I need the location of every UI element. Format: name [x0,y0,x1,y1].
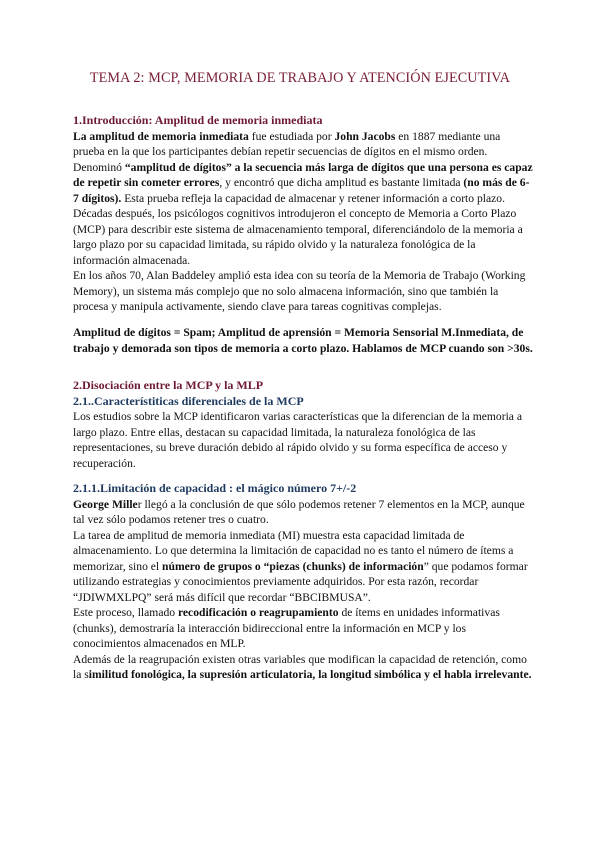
bold-text: La amplitud de memoria inmediata [73,129,249,143]
text: r llegó a la conclusión de que sólo podemos retener 7 elementos en la MCP, aunque tal vez sólo podamos retener tres o cuatro. [73,497,525,526]
summary-note [73,325,533,356]
paragraph [73,497,533,528]
bold-text: recodificación o reagrupamiento [177,606,339,619]
page-title: TEMA 2: MCP, MEMORIA DE TRABAJO Y ATENCIÓN EJECUTIVA [89,70,511,86]
bold-text: número de grupos o “piezas (chunks) de información [162,559,424,573]
bold-text: John Jacobs [334,129,396,143]
text: en 1887 mediante una prueba en la que los participantes debían repetir secuencias de dígitos en el mismo orden. Denominó [73,129,501,174]
paragraph: En los años 70, Alan Baddeley amplió esta idea con su teoría de la Memoria de Trabajo (Working Memory), un sistema más complejo que no solo almacena información, sino que también la procesa y manipula activamente, siendo clave para tareas cognitivas complejas. [73,269,526,313]
paragraph [73,605,533,652]
text: La tarea de amplitud de memoria inmediata (MI) muestra esta capacidad limitada de almacenamiento. Lo que determina la limitación de capacidad no es tanto el número de ítems a memorizar, sino el [73,528,514,573]
text: Esta prueba refleja la capacidad de almacenar y retener información a corto plazo. [121,191,505,205]
text: fue estudiada por [248,129,335,143]
paragraph: Los estudios sobre la MCP identificaron varias características que la diferencian de la memoria a largo plazo. Entre ellas, destacan su capacidad limitada, la naturaleza fonológica de las representaciones, su breve duración debido al rápido olvido y su forma específica de acceso y recuperación. [73,410,522,470]
section-limitacion-capacidad [73,481,533,683]
paragraph [73,652,533,683]
section-disociacion [73,378,533,471]
paragraph: Décadas después, los psicólogos cognitivos introdujeron el concepto de Memoria a Corto Plazo (MCP) para describir este sistema de almacenamiento temporal, diferenciándolo de la memoria a largo plazo por su capacidad limitada, su rápido olvido y la naturaleza fonológica de la información almacenada. [73,207,523,267]
bold-text: “amplitud de dígitos” a la secuencia más larga de dígitos que una persona es capaz de repetir sin cometer errores [73,160,533,189]
bold-text: Amplitud de dígitos = Spam; Amplitud de aprensión = Memoria Sensorial M.Inmediata, de trabajo y demorada son tipos de memoria a corto plazo. Hablamos de MCP cuando son >30s. [73,326,533,355]
section-introduccion [73,113,533,315]
text: ” que podamos formar utilizando estrategias y conocimientos previamente adquiridos. Por esta razón, recordar “JDIWMXLPQ” será más difícil que recordar “BBCIBMUSA”. [73,559,528,604]
text: Este proceso, llamado [73,606,178,619]
section-heading: 1.Introducción: Amplitud de memoria inmediata [73,113,323,127]
bold-text: (no más de 6-7 dígitos). [73,176,530,205]
subsection-heading: 2.1..Característiticas diferenciales de la MCP [73,393,304,408]
subsection-heading: 2.1.1.Limitación de capacidad : el mágico número 7+/-2 [73,481,357,495]
section-heading: 2.Disociación entre la MCP y la MLP [73,378,264,392]
text: de ítems en unidades informativas (chunks), demostraría la interacción bidireccional entre la información en MCP y los conocimientos almacenados en MLP. [73,606,500,650]
summary-text [73,325,533,356]
bold-text: George Mille [73,497,138,511]
bold-text: imilitud fonológica, la supresión articulatoria, la longitud simbólica y el habla irrelevante. [88,668,532,681]
text: , y encontró que dicha amplitud es bastante limitada [219,176,464,189]
paragraph [73,129,533,207]
paragraph [73,528,533,606]
text: Además de la reagrupación existen otras variables que modifican la capacidad de retención, como la s [73,652,527,681]
